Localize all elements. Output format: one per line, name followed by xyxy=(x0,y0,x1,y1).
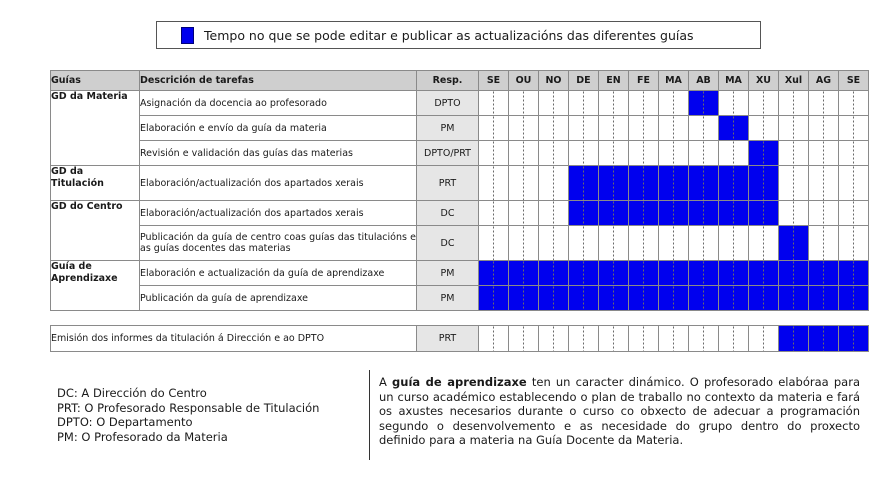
schedule-cell-active xyxy=(599,286,629,311)
abbreviation-notes xyxy=(57,386,319,444)
schedule-cell xyxy=(539,166,569,201)
table-row xyxy=(51,141,869,166)
schedule-cell xyxy=(839,141,869,166)
schedule-cell-active xyxy=(569,286,599,311)
schedule-cell xyxy=(749,326,779,352)
schedule-cell-active xyxy=(629,201,659,226)
schedule-cell-active xyxy=(659,261,689,286)
legend-box xyxy=(156,21,761,49)
group-name: Guía de Aprendizaxe xyxy=(51,261,140,311)
schedule-cell xyxy=(779,166,809,201)
schedule-cell xyxy=(599,116,629,141)
schedule-cell-active xyxy=(659,201,689,226)
schedule-cell-active xyxy=(749,261,779,286)
responsible: DC xyxy=(417,226,479,261)
table-row xyxy=(51,201,869,226)
header-month: FE xyxy=(629,71,659,91)
header-month: Xul xyxy=(779,71,809,91)
note-prt: PRT: O Profesorado Responsable de Titulación xyxy=(57,400,320,415)
header-row xyxy=(51,71,869,91)
schedule-cell-active xyxy=(509,286,539,311)
group-name: GD do Centro xyxy=(51,201,140,261)
legend-label: Tempo no que se pode editar e publicar as actualizacións das diferentes guías xyxy=(204,27,694,43)
schedule-cell-active xyxy=(689,261,719,286)
header-month: OU xyxy=(509,71,539,91)
schedule-cell-active xyxy=(599,201,629,226)
schedule-cell-active xyxy=(719,166,749,201)
paragraph-rest: ten un caracter dinámico. O profesorado elabóraa para un curso académico establecendo o plan de traballo no contexto da materia e fará os axustes necesarios durante o curso co obxecto de adecuar a programación segundo o desenvolvemento e as necesidade do grupo dentro do proxecto definido para a materia na Guía Docente da Materia. xyxy=(379,375,860,447)
task-description: Elaboración e envío da guía da materia xyxy=(140,116,417,141)
schedule-cell xyxy=(659,91,689,116)
table-row xyxy=(51,116,869,141)
schedule-cell xyxy=(479,91,509,116)
schedule-cell xyxy=(779,141,809,166)
schedule-cell xyxy=(629,116,659,141)
schedule-cell xyxy=(719,91,749,116)
schedule-cell xyxy=(479,326,509,352)
schedule-cell-active xyxy=(839,261,869,286)
schedule-cell-active xyxy=(689,166,719,201)
table-row xyxy=(51,166,869,201)
schedule-cell xyxy=(599,326,629,352)
schedule-cell xyxy=(839,226,869,261)
schedule-cell xyxy=(809,201,839,226)
schedule-cell-active xyxy=(569,261,599,286)
schedule-cell xyxy=(509,116,539,141)
responsible: PM xyxy=(417,286,479,311)
responsible: DPTO xyxy=(417,91,479,116)
schedule-cell-active xyxy=(599,261,629,286)
schedule-cell-active xyxy=(689,91,719,116)
table-row xyxy=(51,91,869,116)
schedule-cell xyxy=(659,226,689,261)
table-row xyxy=(51,261,869,286)
schedule-cell-active xyxy=(779,226,809,261)
schedule-cell xyxy=(629,226,659,261)
header-month: MA xyxy=(659,71,689,91)
schedule-cell-active xyxy=(779,286,809,311)
schedule-cell xyxy=(509,91,539,116)
header-month: AG xyxy=(809,71,839,91)
legend-swatch xyxy=(181,27,194,44)
schedule-cell xyxy=(779,116,809,141)
header-month: DE xyxy=(569,71,599,91)
responsible: PRT xyxy=(417,166,479,201)
paragraph-bold: guía de aprendizaxe xyxy=(392,375,527,389)
schedule-cell xyxy=(479,201,509,226)
schedule-cell xyxy=(659,141,689,166)
schedule-cell-active xyxy=(509,261,539,286)
schedule-cell xyxy=(479,226,509,261)
schedule-cell xyxy=(479,141,509,166)
schedule-cell-active xyxy=(719,286,749,311)
table-row xyxy=(51,286,869,311)
schedule-cell xyxy=(509,166,539,201)
schedule-cell xyxy=(539,116,569,141)
schedule-cell xyxy=(539,201,569,226)
schedule-cell xyxy=(839,91,869,116)
task-description: Publicación da guía de aprendizaxe xyxy=(140,286,417,311)
schedule-cell-active xyxy=(539,286,569,311)
schedule-cell-active xyxy=(809,286,839,311)
schedule-cell-active xyxy=(749,201,779,226)
schedule-cell xyxy=(659,326,689,352)
task-description: Elaboración/actualización dos apartados xerais xyxy=(140,201,417,226)
schedule-cell-active xyxy=(599,166,629,201)
schedule-cell xyxy=(749,116,779,141)
header-month: MA xyxy=(719,71,749,91)
task-description: Revisión e validación das guías das materias xyxy=(140,141,417,166)
task-description: Elaboración e actualización da guía de aprendizaxe xyxy=(140,261,417,286)
task-description: Publicación da guía de centro coas guías das titulacións e as guías docentes das materias xyxy=(140,226,417,261)
schedule-cell-active xyxy=(779,326,809,352)
schedule-cell xyxy=(629,141,659,166)
header-resp: Resp. xyxy=(417,71,479,91)
header-month: AB xyxy=(689,71,719,91)
schedule-cell-active xyxy=(809,261,839,286)
note-dc: DC: A Dirección do Centro xyxy=(57,386,207,400)
header-month: EN xyxy=(599,71,629,91)
schedule-cell xyxy=(539,91,569,116)
schedule-cell-active xyxy=(479,286,509,311)
schedule-cell xyxy=(839,201,869,226)
vertical-divider xyxy=(369,370,370,460)
schedule-cell-active xyxy=(479,261,509,286)
schedule-cell xyxy=(629,91,659,116)
learning-guide-paragraph xyxy=(379,375,860,448)
schedule-cell xyxy=(599,91,629,116)
paragraph-lead: A xyxy=(379,375,393,389)
header-groups: Guías xyxy=(51,71,140,91)
schedule-cell-active xyxy=(749,166,779,201)
schedule-cell xyxy=(749,226,779,261)
schedule-cell-active xyxy=(629,286,659,311)
schedule-cell xyxy=(719,326,749,352)
schedule-cell xyxy=(779,91,809,116)
schedule-cell-active xyxy=(719,261,749,286)
schedule-cell xyxy=(479,166,509,201)
note-dpto: DPTO: O Departamento xyxy=(57,415,193,429)
schedule-cell xyxy=(809,166,839,201)
group-name: GD da Materia xyxy=(51,91,140,166)
table-row xyxy=(51,226,869,261)
schedule-cell xyxy=(689,226,719,261)
responsible: PRT xyxy=(417,326,479,352)
responsible: PM xyxy=(417,261,479,286)
schedule-cell xyxy=(659,116,689,141)
schedule-cell-active xyxy=(569,166,599,201)
schedule-cell xyxy=(779,201,809,226)
schedule-cell xyxy=(809,91,839,116)
schedule-cell-active xyxy=(689,201,719,226)
schedule-cell xyxy=(509,226,539,261)
header-month: NO xyxy=(539,71,569,91)
schedule-cell-active xyxy=(539,261,569,286)
schedule-cell xyxy=(689,326,719,352)
task-description: Asignación da docencia ao profesorado xyxy=(140,91,417,116)
schedule-cell xyxy=(689,141,719,166)
header-tasks: Descrición de tarefas xyxy=(140,71,417,91)
schedule-cell-active xyxy=(779,261,809,286)
schedule-cell xyxy=(509,141,539,166)
schedule-table xyxy=(50,70,869,311)
table-row xyxy=(51,326,869,352)
note-pm: PM: O Profesorado da Materia xyxy=(57,429,228,444)
schedule-cell xyxy=(479,116,509,141)
schedule-cell xyxy=(539,326,569,352)
schedule-cell xyxy=(689,116,719,141)
task-description: Emisión dos informes da titulación á Dirección e ao DPTO xyxy=(51,326,417,352)
task-description: Elaboración/actualización dos apartados xerais xyxy=(140,166,417,201)
responsible: DPTO/PRT xyxy=(417,141,479,166)
schedule-cell-active xyxy=(749,141,779,166)
schedule-cell-active xyxy=(689,286,719,311)
schedule-cell xyxy=(569,91,599,116)
schedule-cell-active xyxy=(629,261,659,286)
responsible: DC xyxy=(417,201,479,226)
responsible: PM xyxy=(417,116,479,141)
schedule-cell xyxy=(569,116,599,141)
schedule-cell-active xyxy=(629,166,659,201)
schedule-cell xyxy=(599,226,629,261)
schedule-cell xyxy=(809,141,839,166)
schedule-cell xyxy=(809,226,839,261)
schedule-cell-active xyxy=(569,201,599,226)
header-month: SE xyxy=(479,71,509,91)
schedule-cell xyxy=(599,141,629,166)
schedule-cell xyxy=(509,326,539,352)
schedule-cell xyxy=(569,326,599,352)
header-month: XU xyxy=(749,71,779,91)
schedule-cell xyxy=(509,201,539,226)
schedule-cell xyxy=(569,226,599,261)
schedule-cell xyxy=(719,141,749,166)
schedule-cell xyxy=(569,141,599,166)
schedule-cell xyxy=(539,141,569,166)
group-name: GD da Titulación xyxy=(51,166,140,201)
schedule-cell-active xyxy=(839,326,869,352)
schedule-cell xyxy=(839,116,869,141)
schedule-cell-active xyxy=(839,286,869,311)
schedule-cell-active xyxy=(809,326,839,352)
schedule-cell xyxy=(839,166,869,201)
schedule-cell xyxy=(719,226,749,261)
schedule-cell-active xyxy=(659,166,689,201)
reports-table xyxy=(50,325,869,352)
header-month: SE xyxy=(839,71,869,91)
schedule-cell xyxy=(539,226,569,261)
schedule-cell-active xyxy=(749,286,779,311)
schedule-cell-active xyxy=(659,286,689,311)
schedule-cell xyxy=(629,326,659,352)
schedule-cell-active xyxy=(719,201,749,226)
schedule-cell xyxy=(749,91,779,116)
schedule-cell-active xyxy=(719,116,749,141)
schedule-cell xyxy=(809,116,839,141)
